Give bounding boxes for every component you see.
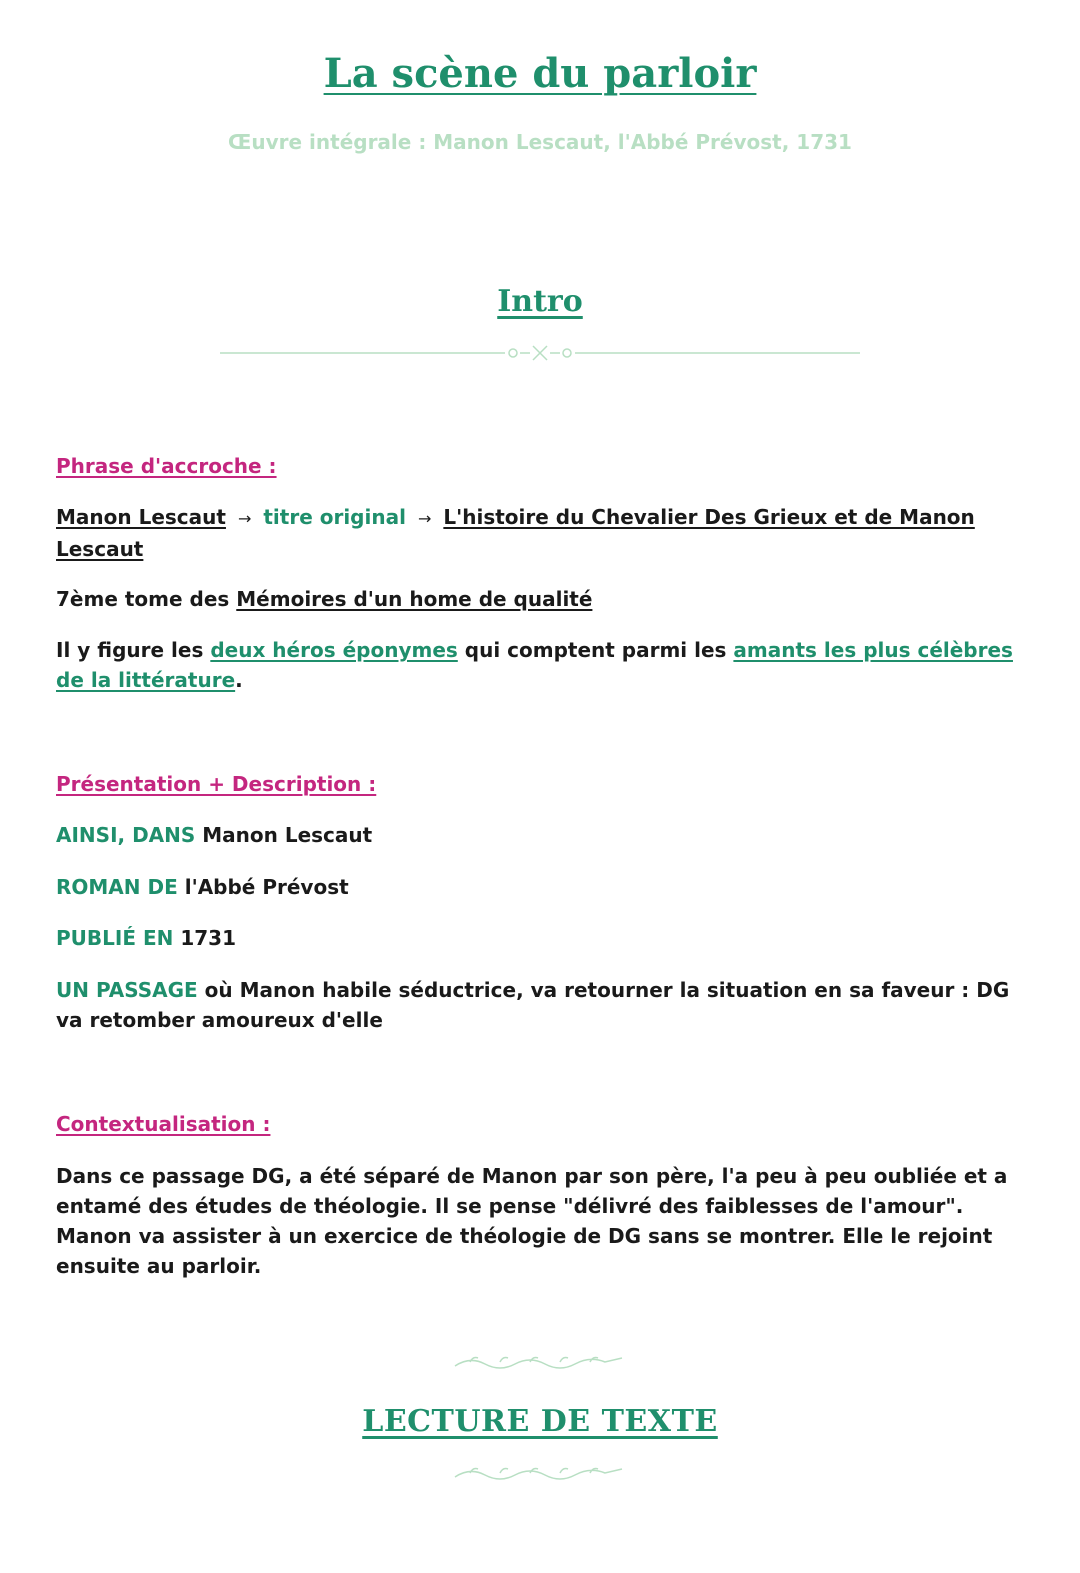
presentation-item: UN PASSAGE où Manon habile séductrice, va retourner la situation en sa faveur : DG va retomber amoureux d'elle — [56, 978, 1010, 1032]
work-title: Manon Lescaut — [56, 505, 226, 529]
highlight-heros: deux héros éponymes — [210, 638, 458, 662]
contexte-label: Contextualisation : — [56, 1112, 271, 1136]
arrow-right-icon: → — [237, 509, 252, 528]
presentation-label: Présentation + Description : — [56, 772, 377, 796]
ornament-divider — [220, 343, 860, 363]
accroche-line-tome: 7ème tome des Mémoires d'un home de qualité — [56, 587, 593, 611]
highlight-amants: amants les plus célèbres de la littérature — [56, 638, 1013, 692]
vine-ornament-icon — [450, 1352, 630, 1372]
presentation-item: AINSI, DANS Manon Lescaut — [56, 823, 373, 847]
page-subtitle: Œuvre intégrale : Manon Lescaut, l'Abbé Prévost, 1731 — [228, 130, 852, 154]
original-title-label: titre original — [263, 505, 406, 529]
vine-ornament-icon — [450, 1463, 630, 1483]
section-heading-intro: Intro — [497, 284, 583, 319]
page-title: La scène du parloir — [323, 50, 757, 97]
presentation-item: PUBLIÉ EN 1731 — [56, 926, 236, 950]
accroche-label: Phrase d'accroche : — [56, 454, 277, 478]
original-title: L'histoire du Chevalier Des Grieux et de Manon Lescaut — [56, 505, 975, 561]
presentation-item: ROMAN DE l'Abbé Prévost — [56, 875, 349, 899]
arrow-right-icon: → — [417, 509, 432, 528]
accroche-line-titles — [56, 502, 1026, 564]
accroche-line-heros: Il y figure les deux héros éponymes qui comptent parmi les amants les plus célèbres de la littérature. — [56, 638, 1013, 692]
memoires-title: Mémoires d'un home de qualité — [236, 587, 593, 611]
section-heading-lecture: LECTURE DE TEXTE — [362, 1404, 718, 1439]
contexte-text: Dans ce passage DG, a été séparé de Manon par son père, l'a peu à peu oubliée et a entamé des études de théologie. Il se pense "délivré des faiblesses de l'amour". Manon va assister à un exercice de théologie de DG sans se montrer. Elle le rejoint ensuite au parloir. — [56, 1164, 1008, 1278]
